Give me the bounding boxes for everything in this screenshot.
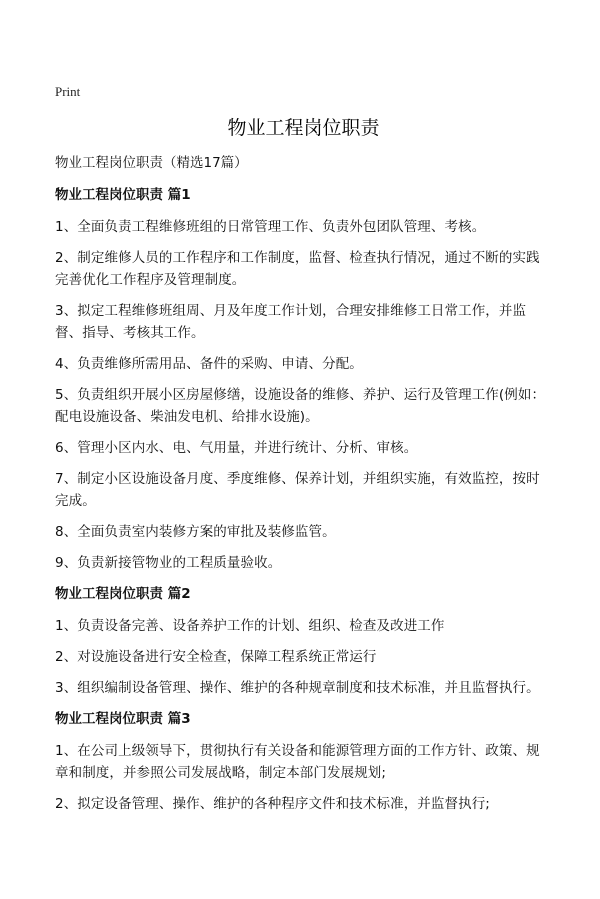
paragraph: 2、拟定设备管理、操作、维护的各种程序文件和技术标准，并监督执行; [55, 796, 490, 812]
section-heading: 物业工程岗位职责 篇1 [55, 187, 191, 203]
paragraph: 4、负责维修所需用品、备件的采购、申请、分配。 [55, 356, 363, 372]
paragraph: 3、拟定工程维修班组周、月及年度工作计划，合理安排维修工日常工作，并监督、指导、考核其工作。 [55, 303, 527, 341]
section-2 [55, 583, 552, 699]
paragraph: 1、全面负责工程维修班组的日常管理工作、负责外包团队管理、考核。 [55, 219, 486, 235]
print-label: Print [55, 84, 81, 99]
paragraph: 2、制定维修人员的工作程序和工作制度，监督、检查执行情况，通过不断的实践完善优化工作程序及管理制度。 [55, 250, 540, 288]
paragraph: 2、对设施设备进行安全检查，保障工程系统正常运行 [55, 649, 377, 665]
paragraph: 9、负责新接管物业的工程质量验收。 [55, 555, 282, 571]
section-heading: 物业工程岗位职责 篇3 [55, 711, 191, 727]
paragraph: 3、组织编制设备管理、操作、维护的各种规章制度和技术标准，并且监督执行。 [55, 680, 540, 696]
paragraph: 1、负责设备完善、设备养护工作的计划、组织、检查及改进工作 [55, 618, 445, 634]
document-title: 物业工程岗位职责 [227, 117, 380, 139]
paragraph: 1、在公司上级领导下，贯彻执行有关设备和能源管理方面的工作方针、政策、规章和制度，并参照公司发展战略，制定本部门发展规划; [55, 743, 540, 781]
paragraph: 7、制定小区设施设备月度、季度维修、保养计划，并组织实施，有效监控，按时完成。 [55, 471, 540, 509]
section-heading: 物业工程岗位职责 篇2 [55, 586, 191, 602]
paragraph: 8、全面负责室内装修方案的审批及装修监管。 [55, 524, 336, 540]
section-3 [55, 708, 552, 815]
document-subtitle: 物业工程岗位职责（精选17篇） [55, 155, 248, 171]
paragraph: 5、负责组织开展小区房屋修缮，设施设备的维修、养护、运行及管理工作(例如：配电设施设备、柴油发电机、给排水设施)。 [55, 387, 546, 425]
section-1 [55, 184, 552, 574]
paragraph: 6、管理小区内水、电、气用量，并进行统计、分析、审核。 [55, 440, 418, 456]
